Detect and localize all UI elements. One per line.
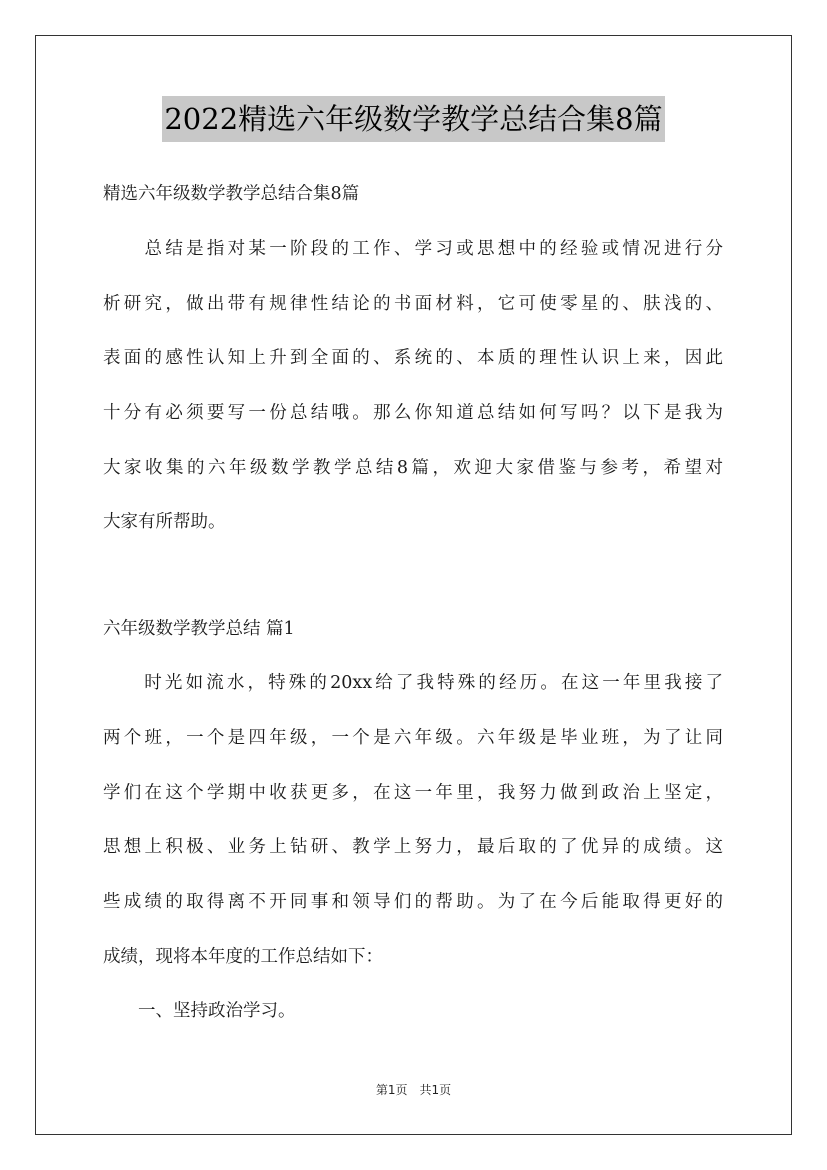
page-footer: 第1页 共1页 (375, 1083, 452, 1097)
section-line-4: 思想上积极、业务上钻研、教学上努力，最后取的了优异的成绩。这 (103, 837, 723, 857)
section-heading: 六年级数学教学总结 篇1 (103, 619, 295, 639)
intro-line-1: 总结是指对某一阶段的工作、学习或思想中的经验或情况进行分 (103, 239, 723, 259)
intro-line-6: 大家有所帮助。 (103, 512, 226, 532)
section-line-1: 时光如流水，特殊的20xx给了我特殊的经历。在这一年里我接了 (103, 673, 723, 693)
title-container (0, 96, 827, 142)
document-subtitle: 精选六年级数学教学总结合集8篇 (103, 184, 360, 204)
intro-line-2: 析研究，做出带有规律性结论的书面材料，它可使零星的、肤浅的、 (103, 294, 723, 314)
intro-line-4: 十分有必须要写一份总结哦。那么你知道总结如何写吗？以下是我为 (103, 403, 723, 423)
document-title: 2022精选六年级数学教学总结合集8篇 (162, 96, 664, 142)
intro-line-5: 大家收集的六年级数学教学总结8篇，欢迎大家借鉴与参考，希望对 (103, 458, 723, 478)
section-line-3: 学们在这个学期中收获更多，在这一年里，我努力做到政治上坚定， (103, 783, 723, 803)
intro-line-3: 表面的感性认知上升到全面的、系统的、本质的理性认识上来，因此 (103, 348, 723, 368)
point-heading-1: 一、坚持政治学习。 (103, 1001, 296, 1021)
section-line-5: 些成绩的取得离不开同事和领导们的帮助。为了在今后能取得更好的 (103, 892, 723, 912)
section-line-2: 两个班，一个是四年级，一个是六年级。六年级是毕业班，为了让同 (103, 728, 723, 748)
section-line-6: 成绩，现将本年度的工作总结如下： (103, 947, 383, 967)
